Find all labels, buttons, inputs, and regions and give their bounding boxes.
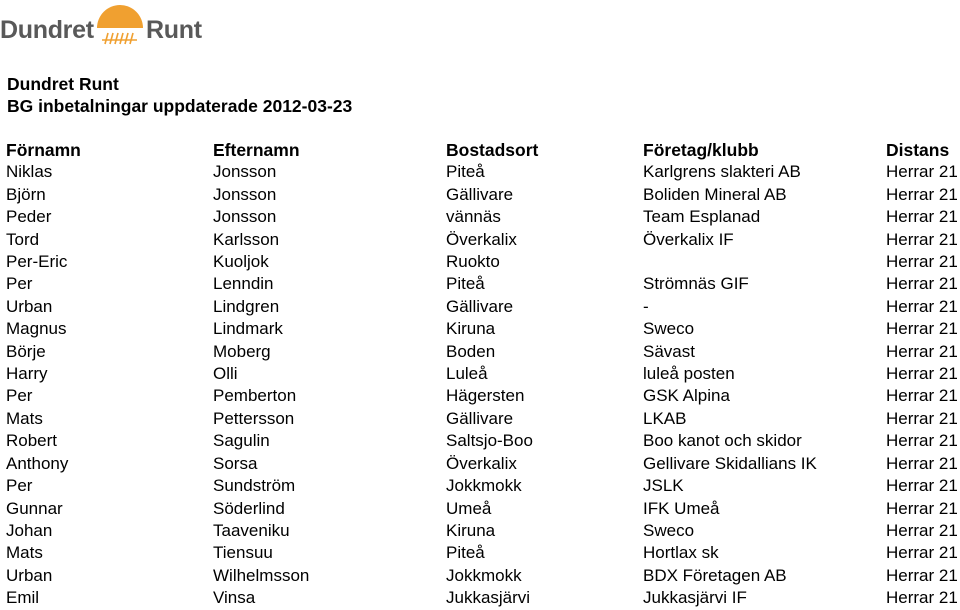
table-cell: Jonsson — [213, 207, 277, 227]
table-cell: Umeå — [446, 498, 492, 518]
table-cell: Piteå — [446, 543, 485, 563]
table-cell: Hortlax sk — [643, 543, 719, 563]
table-cell: Herrar 21 — [886, 229, 958, 249]
table-cell: Herrar 21 — [886, 565, 958, 585]
column-header-fornamn: Förnamn — [6, 140, 81, 160]
table-cell: Kiruna — [446, 520, 496, 540]
table-cell: Moberg — [213, 341, 271, 361]
table-cell: Kiruna — [446, 319, 496, 339]
table-cell: Luleå — [446, 364, 488, 384]
table-cell: Johan — [6, 520, 53, 540]
sun-logo-icon — [93, 2, 147, 52]
table-row — [0, 385, 960, 407]
table-cell: Sweco — [643, 319, 695, 339]
table-cell: IFK Umeå — [643, 498, 720, 518]
table-cell: Herrar 21 — [886, 498, 958, 518]
table-cell: Emil — [6, 588, 40, 608]
table-cell: Urban — [6, 296, 53, 316]
table-body — [0, 161, 960, 609]
table-row — [0, 363, 960, 385]
table-cell: Herrar 21 — [886, 341, 958, 361]
table-cell: Harry — [6, 364, 48, 384]
table-cell: GSK Alpina — [643, 386, 730, 406]
table-cell: Sävast — [643, 341, 695, 361]
table-row — [0, 318, 960, 340]
table-cell: Herrar 21 — [886, 296, 958, 316]
table-cell: Niklas — [6, 162, 53, 182]
table-cell: Herrar 21 — [886, 162, 958, 182]
table-cell: JSLK — [643, 476, 684, 496]
page-title: Dundret Runt — [7, 74, 119, 94]
table-cell: Herrar 21 — [886, 364, 958, 384]
table-cell: Vinsa — [213, 588, 256, 608]
table-row — [0, 520, 960, 542]
table-row — [0, 206, 960, 228]
table-cell: Pemberton — [213, 386, 297, 406]
table-cell: Per — [6, 476, 33, 496]
table-row — [0, 542, 960, 564]
table-cell — [643, 251, 886, 273]
table-cell: Wilhelmsson — [213, 565, 310, 585]
table-row — [0, 296, 960, 318]
table-cell: Gällivare — [446, 408, 514, 428]
table-cell: Gällivare — [446, 296, 514, 316]
table-cell: Tiensuu — [213, 543, 273, 563]
column-header-distans: Distans — [886, 140, 950, 160]
table-cell: BDX Företagen AB — [643, 565, 787, 585]
table-cell: Herrar 21 — [886, 476, 958, 496]
table-cell: Herrar 21 — [886, 588, 958, 608]
table-cell: Gellivare Skidallians IK — [643, 453, 817, 473]
table-cell: Sundström — [213, 476, 296, 496]
table-row — [0, 498, 960, 520]
table-row — [0, 161, 960, 183]
table-cell: Jonsson — [213, 184, 277, 204]
table-cell: - — [643, 296, 649, 316]
participants-table — [0, 139, 960, 610]
table-cell: Hägersten — [446, 386, 525, 406]
logo — [0, 2, 210, 52]
table-cell: Herrar 21 — [886, 252, 958, 272]
table-row — [0, 565, 960, 587]
table-cell: Per-Eric — [6, 252, 68, 272]
column-header-efternamn: Efternamn — [213, 140, 300, 160]
table-cell: Jokkmokk — [446, 476, 522, 496]
table-row — [0, 408, 960, 430]
table-row — [0, 341, 960, 363]
table-header-row — [0, 139, 960, 161]
table-cell: LKAB — [643, 408, 687, 428]
table-cell: Jonsson — [213, 162, 277, 182]
table-cell: Strömnäs GIF — [643, 274, 749, 294]
table-cell: Överkalix IF — [643, 229, 734, 249]
table-cell: Piteå — [446, 162, 485, 182]
table-cell: Boden — [446, 341, 496, 361]
table-cell: Taaveniku — [213, 520, 290, 540]
table-cell: Anthony — [6, 453, 69, 473]
table-cell: Ruokto — [446, 252, 500, 272]
table-cell: Herrar 21 — [886, 431, 958, 451]
table-cell: Herrar 21 — [886, 386, 958, 406]
table-cell: Saltsjo-Boo — [446, 431, 533, 451]
table-cell: Överkalix — [446, 229, 517, 249]
table-cell: Gällivare — [446, 184, 514, 204]
logo-text-right: Runt — [146, 16, 202, 44]
table-cell: Karlsson — [213, 229, 280, 249]
page-subtitle: BG inbetalningar uppdaterade 2012-03-23 — [7, 96, 353, 116]
table-cell: Herrar 21 — [886, 453, 958, 473]
heading — [7, 73, 352, 117]
table-cell: Lenndin — [213, 274, 274, 294]
table-cell: Peder — [6, 207, 52, 227]
table-cell: Söderlind — [213, 498, 285, 518]
table-cell: Björn — [6, 184, 46, 204]
table-cell: Boliden Mineral AB — [643, 184, 787, 204]
table-cell: Olli — [213, 364, 238, 384]
table-cell: Gunnar — [6, 498, 63, 518]
table-cell: Karlgrens slakteri AB — [643, 162, 801, 182]
table-cell: Robert — [6, 431, 58, 451]
table-cell: Mats — [6, 543, 43, 563]
table-cell: Herrar 21 — [886, 184, 958, 204]
column-header-foretag-klubb: Företag/klubb — [643, 140, 759, 160]
table-cell: Tord — [6, 229, 40, 249]
table-cell: Magnus — [6, 319, 67, 339]
table-cell: Sweco — [643, 520, 695, 540]
table-cell: Herrar 21 — [886, 274, 958, 294]
table-cell: Boo kanot och skidor — [643, 431, 802, 451]
table-cell: Herrar 21 — [886, 319, 958, 339]
table-cell: vännäs — [446, 207, 501, 227]
table-cell: Jokkmokk — [446, 565, 522, 585]
table-cell: Jukkasjärvi — [446, 588, 531, 608]
table-cell: Per — [6, 274, 33, 294]
table-cell: Herrar 21 — [886, 408, 958, 428]
table-row — [0, 430, 960, 452]
table-row — [0, 229, 960, 251]
table-cell: Urban — [6, 565, 53, 585]
logo-text-left: Dundret — [0, 16, 94, 44]
table-cell: Överkalix — [446, 453, 517, 473]
table-row — [0, 184, 960, 206]
table-cell: Herrar 21 — [886, 520, 958, 540]
table-cell: Pettersson — [213, 408, 295, 428]
table-cell: Sagulin — [213, 431, 270, 451]
table-row — [0, 273, 960, 295]
table-cell: Herrar 21 — [886, 543, 958, 563]
table-cell: Jukkasjärvi IF — [643, 588, 747, 608]
table-cell: Herrar 21 — [886, 207, 958, 227]
table-cell: Mats — [6, 408, 43, 428]
table-cell: Lindmark — [213, 319, 283, 339]
table-cell: Team Esplanad — [643, 207, 761, 227]
table-cell: Sorsa — [213, 453, 258, 473]
table-row — [0, 587, 960, 609]
table-cell: Lindgren — [213, 296, 280, 316]
table-row — [0, 251, 960, 273]
table-cell: Kuoljok — [213, 252, 269, 272]
table-cell: Börje — [6, 341, 46, 361]
table-cell: Per — [6, 386, 33, 406]
table-cell: Piteå — [446, 274, 485, 294]
column-header-bostadsort: Bostadsort — [446, 140, 539, 160]
table-cell: luleå posten — [643, 364, 735, 384]
table-row — [0, 453, 960, 475]
table-row — [0, 475, 960, 497]
